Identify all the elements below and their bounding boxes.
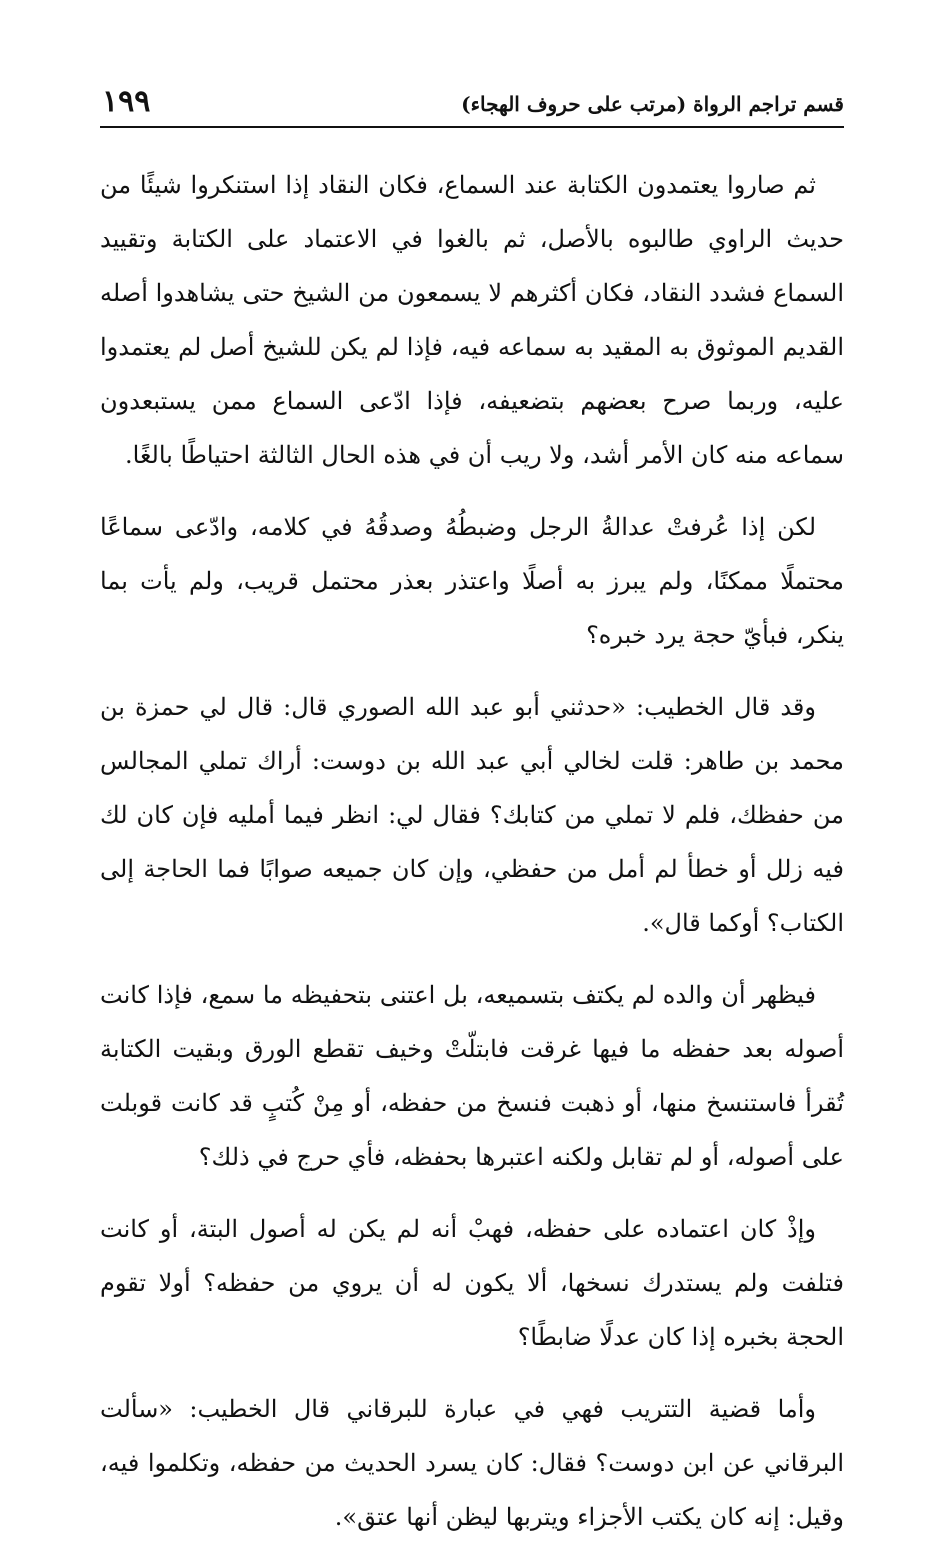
paragraph-2: لكن إذا عُرفتْ عدالةُ الرجل وضبطُهُ وصدقُهُ في كلامه، وادّعى سماعًا محتملًا ممكنًا، ولم يبرز به أصلًا واعتذر بعذر محتمل قريب، ولم يأت بما ينكر، فبأيّ حجة يرد خبره؟ — [100, 513, 844, 649]
paragraph-4: فيظهر أن والده لم يكتف بتسميعه، بل اعتنى بتحفيظه ما سمع، فإذا كانت أصوله بعد حفظه ما فيها غرقت فابتلّتْ وخيف تقطع الورق وبقيت الكتابة تُقرأ فاستنسخ منها، أو ذهبت فنسخ من حفظه، أو مِنْ كُتبٍ قد كانت قوبلت على أصوله، أو لم تقابل ولكنه اعتبرها بحفظه، فأي حرج في ذلك؟ — [100, 981, 844, 1171]
page-number: ١٩٩ — [102, 84, 151, 119]
paragraph-5: وإذْ كان اعتماده على حفظه، فهبْ أنه لم يكن له أصول البتة، أو كانت فتلفت ولم يستدرك نسخها، ألا يكون له أن يروي من حفظه؟ أولا تقوم الحجة بخبره إذا كان عدلًا ضابطًا؟ — [100, 1215, 844, 1351]
body-text — [100, 158, 844, 1562]
running-header — [100, 84, 844, 124]
paragraph-6: وأما قضية التتريب فهي في عبارة للبرقاني قال الخطيب: «سألت البرقاني عن ابن دوست؟ فقال: كان يسرد الحديث من حفظه، وتكلموا فيه، وقيل: إنه كان يكتب الأجزاء ويتربها ليظن أنها عتق». — [100, 1395, 844, 1531]
paragraph-3: وقد قال الخطيب: «حدثني أبو عبد الله الصوري قال: قال لي حمزة بن محمد بن طاهر: قلت لخالي أبي عبد الله بن دوست: أراك تملي المجالس من حفظك، فلم لا تملي من كتابك؟ فقال لي: انظر فيما أمليه فإن كان لك فيه زلل أو خطأ لم أمل من حفظي، وإن كان جميعه صوابًا فما الحاجة إلى الكتاب؟ أوكما قال». — [100, 693, 845, 937]
paragraph-1: ثم صاروا يعتمدون الكتابة عند السماع، فكان النقاد إذا استنكروا شيئًا من حديث الراوي طالبوه بالأصل، ثم بالغوا في الاعتماد على الكتابة وتقييد السماع فشدد النقاد، فكان أكثرهم لا يسمعون من الشيخ حتى يشاهدوا أصله القديم الموثوق به المقيد به سماعه فيه، فإذا لم يكن للشيخ أصل لم يعتمدوا عليه، وربما صرح بعضهم بتضعيفه، فإذا ادّعى السماع ممن يستبعدون سماعه منه كان الأمر أشد، ولا ريب أن في هذه الحال الثالثة احتياطًا بالغًا. — [100, 171, 844, 469]
header-title: قسم تراجم الرواة (مرتب على حروف الهجاء) — [461, 92, 844, 116]
header-divider — [100, 126, 844, 128]
